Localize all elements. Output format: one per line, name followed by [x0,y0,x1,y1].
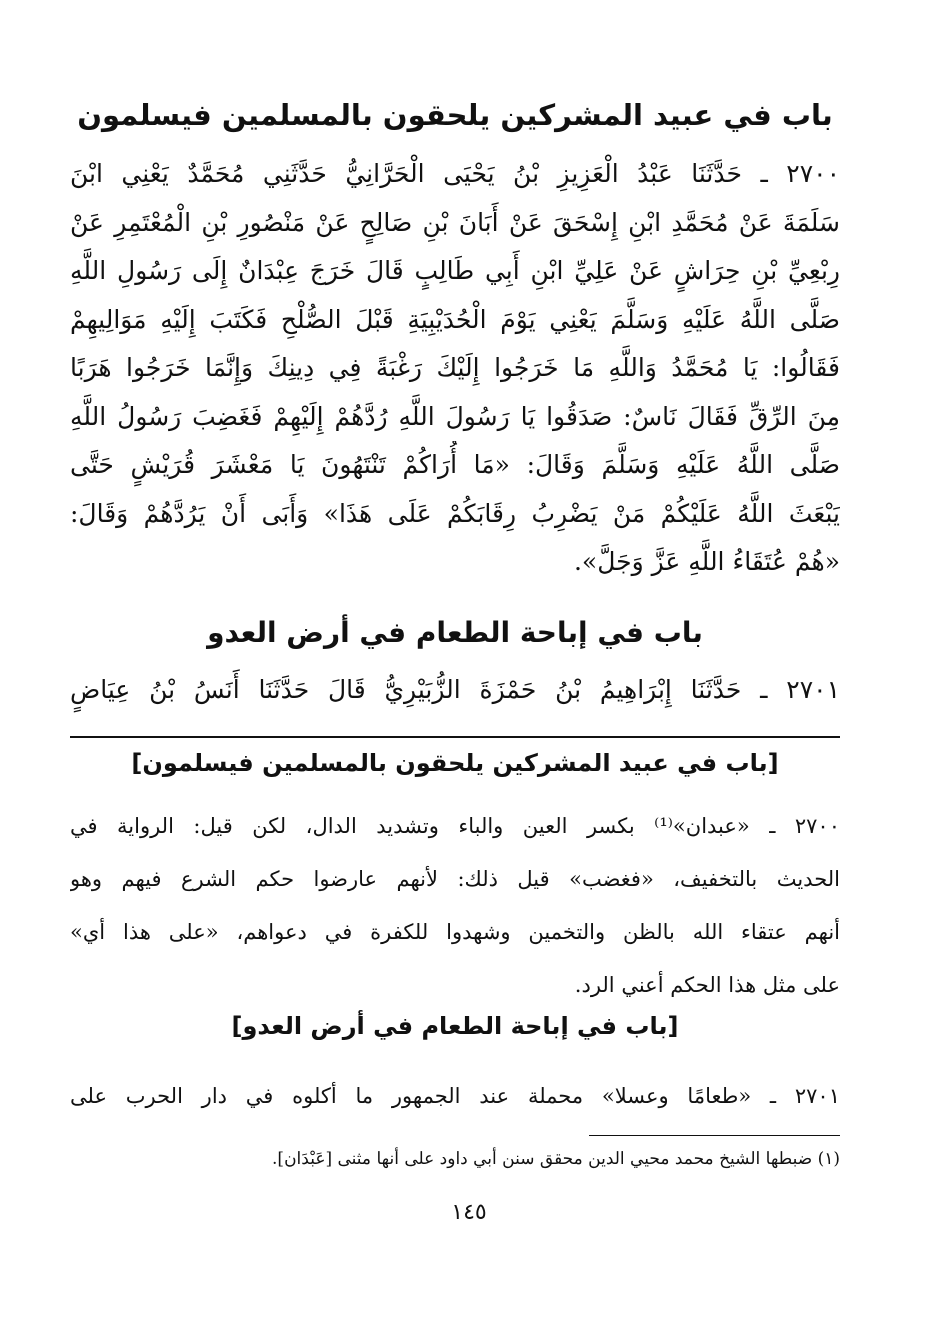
footnote-divider [589,1135,840,1136]
text-line: ٢٧٠٠ ـ «عبدان»⁽¹⁾ بكسر العين والباء وتشديد الدال، لكن قيل: الرواية في [70,814,840,838]
chapter-heading-food: باب في إباحة الطعام في أرض العدو [207,616,703,649]
text-line: يَبْعَثَ اللَّهُ عَلَيْكُمْ مَنْ يَضْرِبُ رِقَابَكُمْ عَلَى هَذَا» وَأَبَى أَنْ يَرُدَّهُمْ وَقَالَ: [70,498,840,528]
commentary-heading-slaves: [باب في عبيد المشركين يلحقون بالمسلمين فيسلمون] [131,749,779,777]
text-line: ٢٧٠١ ـ «طعامًا وعسلا» محملة عند الجمهور ما أكلوه في دار الحرب على [70,1084,840,1108]
chapter-heading-slaves: باب في عبيد المشركين يلحقون بالمسلمين فيسلمون [77,98,833,132]
text-line: ٢٧٠٠ ـ حَدَّثَنَا عَبْدُ الْعَزِيزِ بْنُ يَحْيَى الْحَرَّانِيُّ حَدَّثَنِي مُحَمَّدٌ يَعْنِي ابْنَ [70,159,840,188]
text-line: مِنَ الرِّقِّ فَقَالَ نَاسٌ: صَدَقُوا يَا رَسُولَ اللَّهِ رُدَّهُمْ إِلَيْهِمْ فَغَضِبَ رَسُولُ اللَّهِ [70,401,840,431]
text-line: ٢٧٠١ ـ حَدَّثَنَا إِبْرَاهِيمُ بْنُ حَمْزَةَ الزُّبَيْرِيُّ قَالَ حَدَّثَنَا أَنَسُ بْنُ عِيَاضٍ [70,675,840,704]
text-line: أنهم عتقاء الله بالظن والتخمين وشهدوا للكفرة في دعواهم، «على هذا أي» [70,920,840,944]
text-line: فَقَالُوا: يَا مُحَمَّدُ وَاللَّهِ مَا خَرَجُوا إِلَيْكَ رَغْبَةً فِي دِينِكَ وَإِنَّمَا خَرَجُوا هَرَبًا [70,353,840,382]
page-number: ١٤٥ [451,1200,487,1225]
text-line: الحديث بالتخفيف، «فغضب» قيل ذلك: لأنهم عارضوا حكم الشرع فيهم وهو [70,867,840,891]
text-line: «هُمْ عُتَقَاءُ اللَّهِ عَزَّ وَجَلَّ». [573,547,840,576]
commentary-heading-food: [باب في إباحة الطعام في أرض العدو] [231,1012,679,1040]
text-line: رِبْعِيِّ بْنِ حِرَاشٍ عَنْ عَلِيِّ ابْنِ أَبِي طَالِبٍ قَالَ خَرَجَ عِبْدَانٌ إِلَى رَسُولِ اللَّهِ [70,256,840,285]
hadith-2701-text [70,666,840,714]
text-line: على مثل هذا الحكم أعني الرد. [574,973,840,997]
text-line: سَلَمَةَ عَنْ مُحَمَّدِ ابْنِ إِسْحَقَ عَنْ أَبَانَ بْنِ صَالِحٍ عَنْ مَنْصُورِ بْنِ الْمُعْتَمِرِ عَنْ [70,207,840,237]
footnote: (١) ضبطها الشيخ محمد محيي الدين محقق سنن أبي داود على أنها مثنى [عَبْدَان]. [272,1149,840,1169]
section-divider [70,736,840,738]
commentary-2701-text [70,1070,840,1120]
hadith-2700-text [70,150,840,610]
text-line: صَلَّى اللَّهُ عَلَيْهِ وَسَلَّمَ يَعْنِي يَوْمَ الْحُدَيْبِيَةِ قَبْلَ الصُّلْحِ فَكَتَبَ إِلَيْهِ مَوَالِيهِمْ [70,304,840,334]
commentary-2700-text [70,800,840,1010]
text-line: صَلَّى اللَّهُ عَلَيْهِ وَسَلَّمَ وَقَالَ: «مَا أُرَاكُمْ تَنْتَهُونَ يَا مَعْشَرَ قُرَيْشٍ حَتَّى [70,450,840,479]
